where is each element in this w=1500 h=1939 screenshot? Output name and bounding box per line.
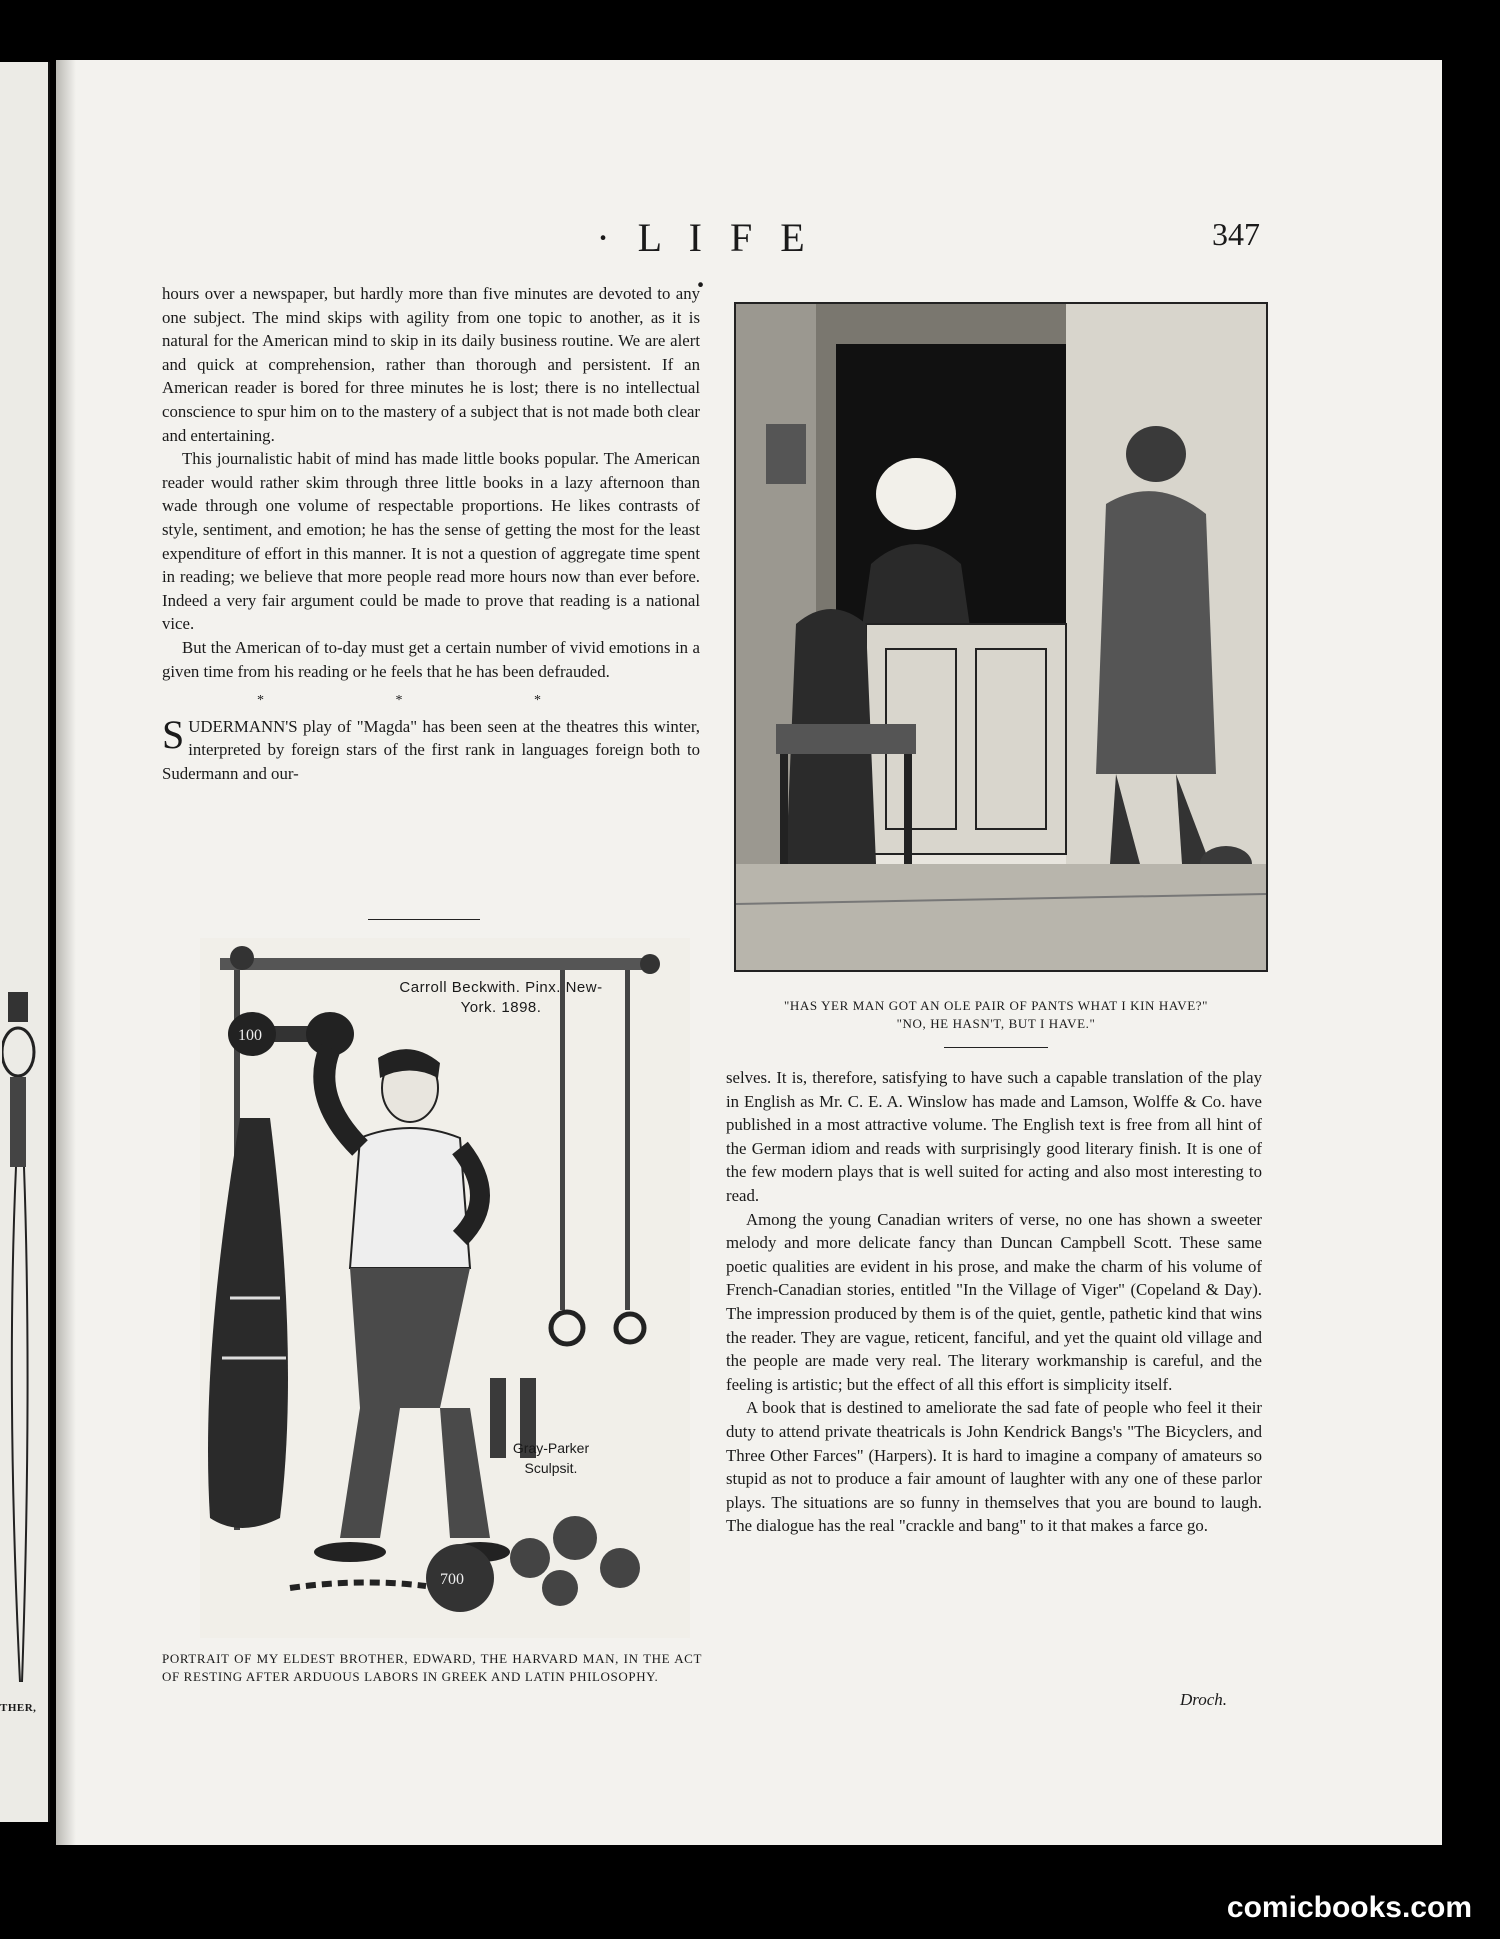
signature: Droch.	[1180, 1690, 1228, 1709]
caption-rule	[944, 1047, 1048, 1048]
dumbbell-label: 100	[238, 1027, 262, 1044]
sliver-text: THER,	[0, 1702, 37, 1714]
paragraph: A book that is destined to ameliorate the sad fate of people who feel it their duty to attend private theatricals is John Kendrick Bangs's "The Bicyclers, and Three Other Farces" (Harpers). It is hard to imagine a company of amateurs so stupid as not to produce a fair amount of laughter with any one of these parlor plays. The situations are so funny in themselves that you are bound to laugh. The dialogue has the real "crackle and bang" to it that makes a farce go.	[726, 1398, 1262, 1536]
paragraph: hours over a newspaper, but hardly more than five minutes are devoted to any one subject. The mind skips with agility from one topic to another, as it is natural for the American mind to skip in its daily business routine. We are alert and quick at comprehension, rather than thorough and persistent. If an American reader is bored for three minutes he is lost; there is no intellectual conscience to spur him on to the mastery of a subject that is not made both clear and entertaining.	[162, 284, 700, 445]
paragraph: selves. It is, therefore, satisfying to have such a capable translation of the play in English as Mr. C. E. A. Winslow has made and Lamson, Wolffe & Co. have published in a most attractive volume. The English text is free from all hint of the German idiom and reads with surprisingly good literary finish. It is one of the few modern plays that is well suited for acting and also most interesting to read.	[726, 1068, 1262, 1205]
paragraph: But the American of to-day must get a certain number of vivid emotions in a given time from his reading or he feels that he has been defrauded.	[162, 637, 700, 681]
doorway-drawing	[736, 304, 1266, 970]
page-spine-shadow	[56, 60, 76, 1845]
article-column-right	[726, 1066, 1262, 1538]
drop-cap: S	[162, 711, 185, 757]
strongman-drawing	[200, 938, 690, 1638]
paragraph: Among the young Canadian writers of verse, no one has shown a sweeter melody and more delicate fancy than Duncan Campbell Scott. These same poetic qualities are evident in his prose, and make the charm of his volume of French-Canadian stories, entitled "In the Village of Viger" (Copeland & Day). The impression produced by them is of the quiet, gentle, pathetic kind that wins the reader. They are vague, reticent, fanciful, and yet the quaint old village and the people are made very real. The literary workmanship is careful, and the feeling is artistic; but the effect of all this effort is simplicity itself.	[726, 1209, 1262, 1394]
lamp-fragment-illustration	[2, 992, 42, 1692]
left-page-sliver	[0, 62, 50, 1822]
magazine-title: · L I F E ·	[596, 215, 814, 307]
doorway-caption	[726, 997, 1266, 1033]
caption-line-2: "NO, HE HASN'T, BUT I HAVE."	[896, 1016, 1096, 1031]
strongman-illustration	[200, 938, 690, 1638]
article-column-left	[162, 282, 700, 785]
section-break-stars: * * *	[257, 693, 605, 709]
paragraph: This journalistic habit of mind has made little books popular. The American reader would rather skim through three little books in a lazy afternoon than wade through one volume of respectable proportions. He likes contrasts of style, sentiment, and emotion; he has the sense of getting the most for the least expenditure of effort in this manner. It is not a question of aggregate time spent in reading; we believe that more people read more hours now than ever before. Indeed a very fair argument could be made to prove that reading is a national vice.	[162, 449, 700, 634]
artist-lettering-top: Carroll Beckwith. Pinx. New-York. 1898.	[399, 979, 603, 1016]
caption-line-1: "HAS YER MAN GOT AN OLE PAIR OF PANTS WHAT I KIN HAVE?"	[783, 998, 1209, 1013]
doorway-illustration	[734, 302, 1268, 972]
sudermann-paragraph	[162, 711, 700, 786]
sudermann-text: play of "Magda" has been seen at the theatres this winter, interpreted by foreign stars of the first rank in languages foreign both to Sudermann and our-	[162, 716, 700, 783]
strongman-caption: PORTRAIT OF MY ELDEST BROTHER, EDWARD, THE HARVARD MAN, IN THE ACT OF RESTING AFTER ARDUOUS LABORS IN GREEK AND LATIN PHILOSOPHY.	[162, 1651, 702, 1684]
section-rule	[368, 919, 480, 920]
sudermann-caps: UDERMANN'S	[188, 716, 298, 736]
page-number: 347	[1212, 216, 1260, 252]
ball-label: 700	[440, 1571, 464, 1588]
watermark: comicbooks.com	[1226, 1891, 1472, 1924]
artist-lettering-bottom: Gray-Parker Sculpsit.	[512, 1440, 590, 1476]
